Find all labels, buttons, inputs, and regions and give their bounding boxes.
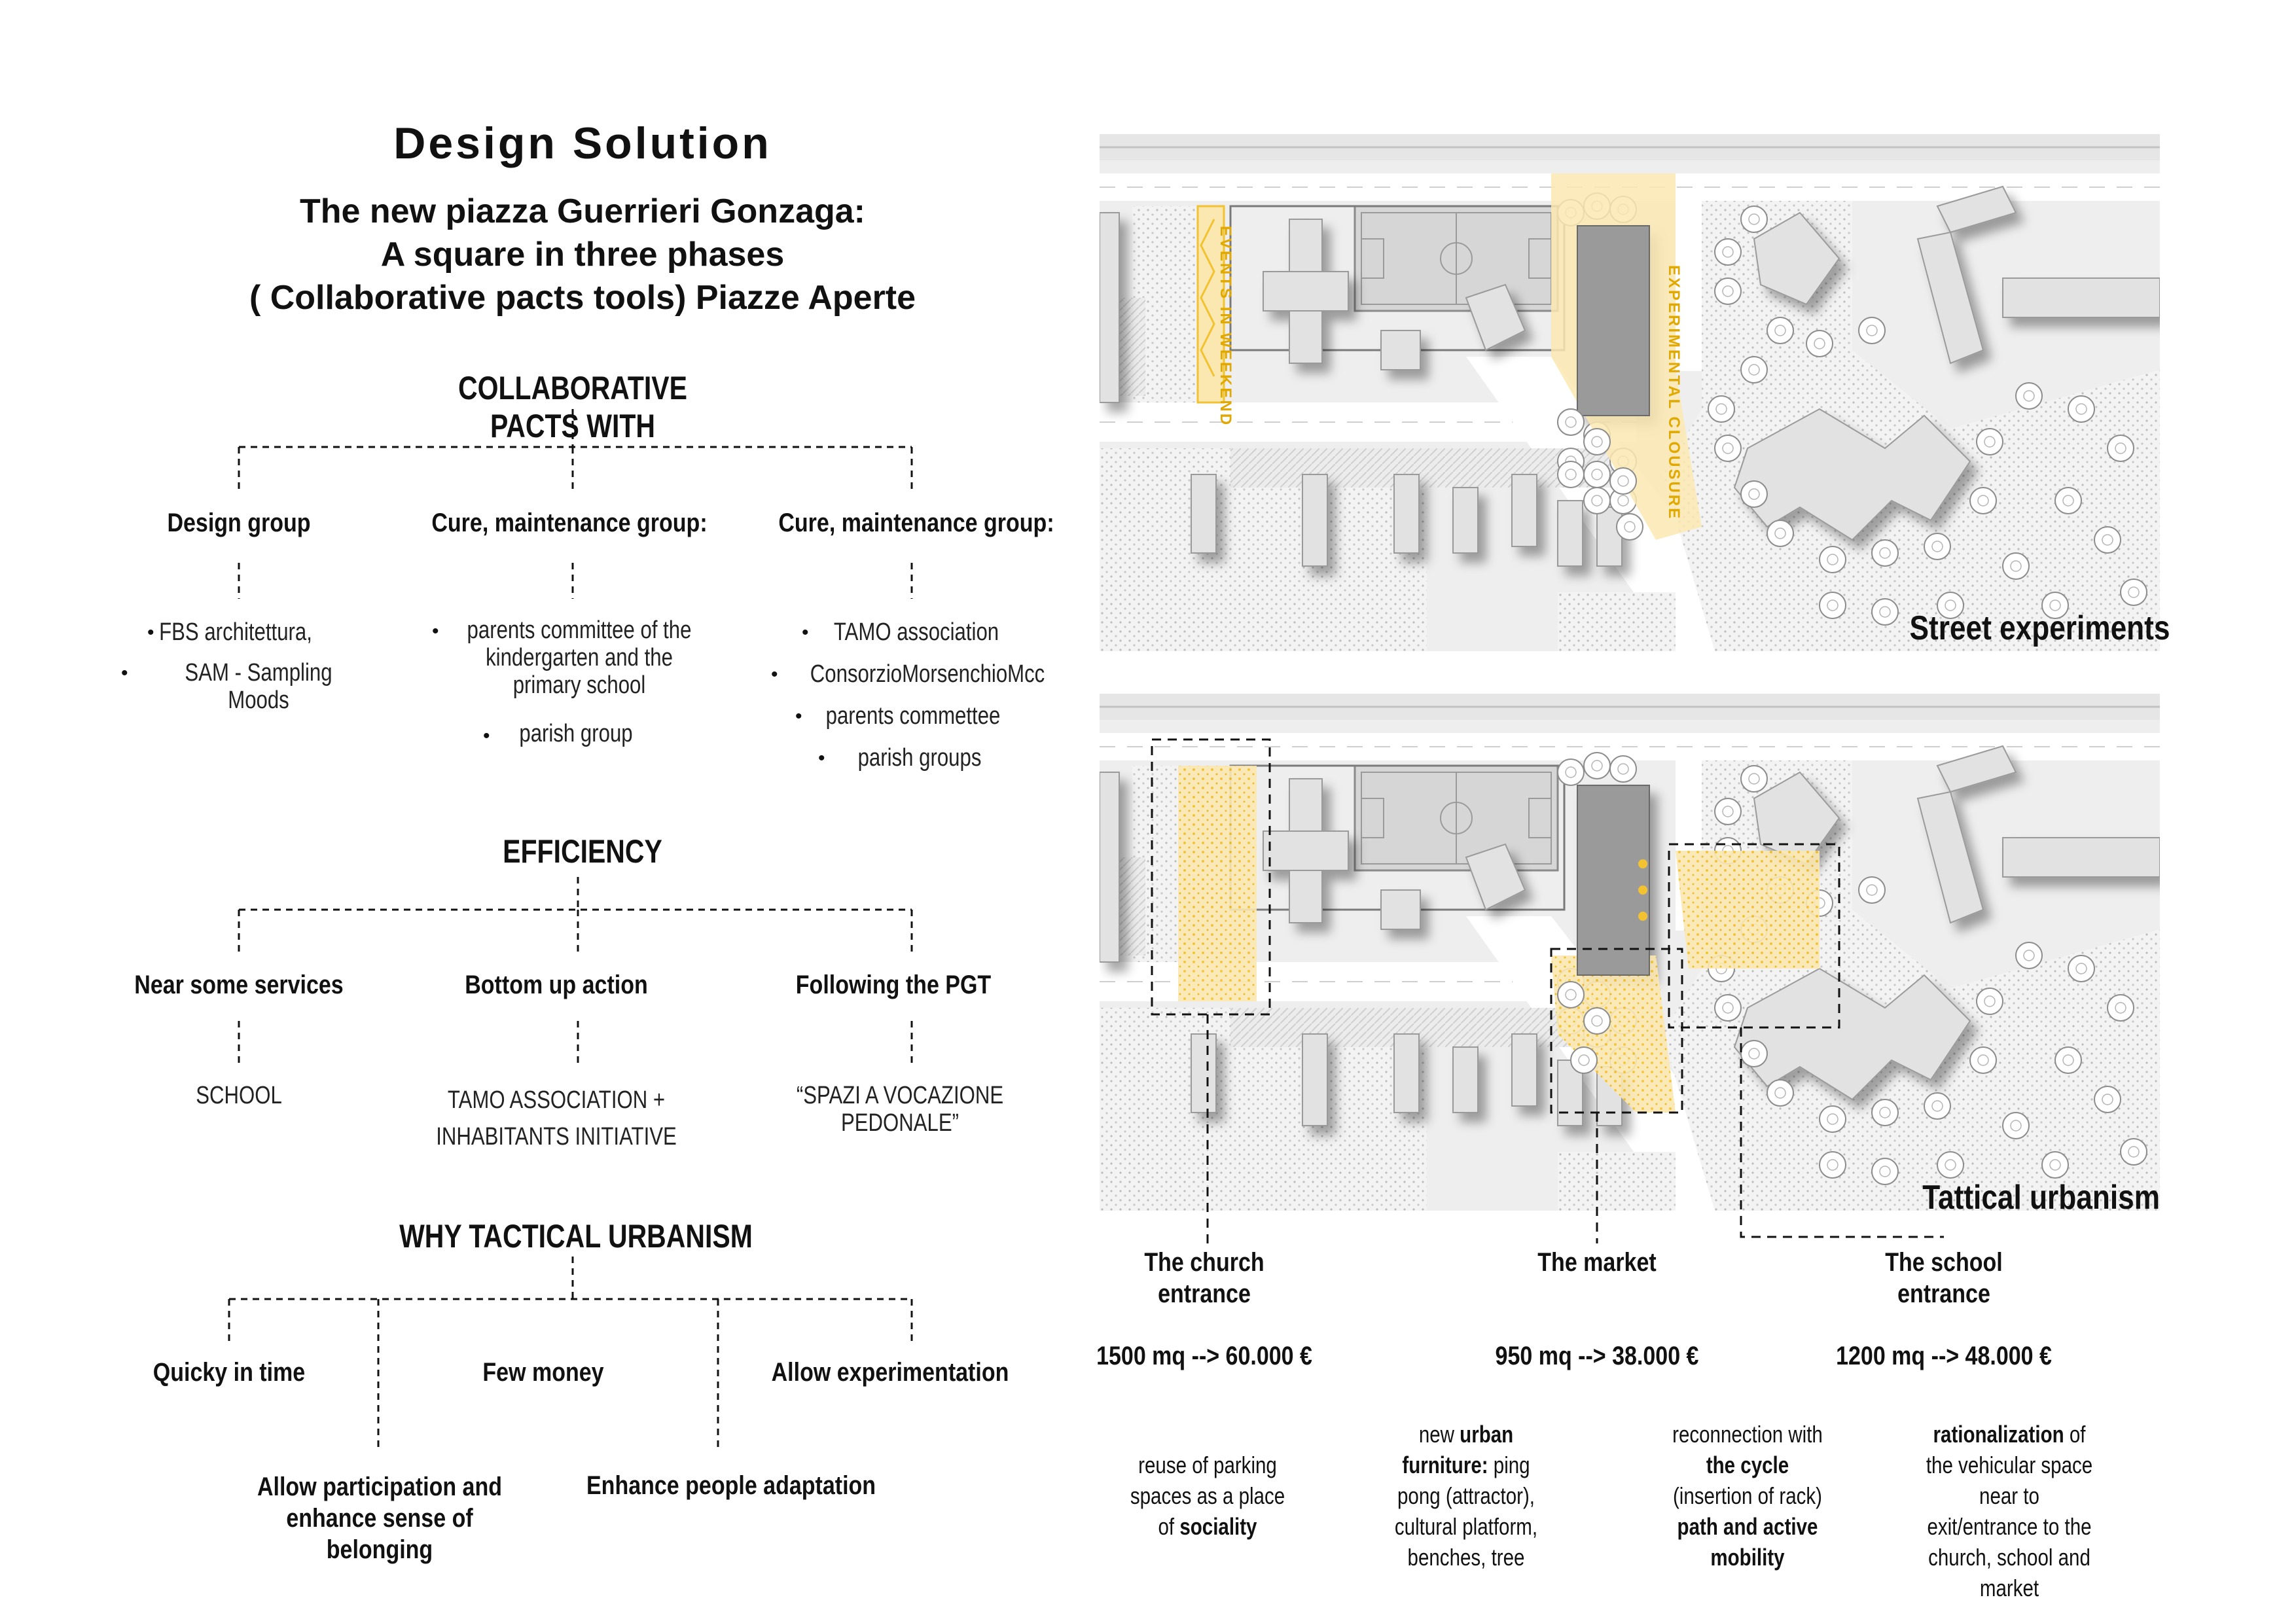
bullet: •	[147, 622, 154, 643]
subtitle-line-2: A square in three phases	[380, 236, 785, 274]
list-item: FBS architettura,	[159, 618, 312, 646]
zone-church-cost: 1500 mq --> 60.000 €	[1096, 1342, 1312, 1370]
subtitle-line-1: The new piazza Guerrieri Gonzaga:	[300, 192, 865, 230]
tactical-item-adaptation: Enhance people adaptation	[586, 1471, 876, 1500]
page-title: Design Solution	[393, 118, 772, 168]
zone-school-label: The school entrance	[1885, 1248, 2003, 1308]
description-cycle: reconnection with the cycle (insertion of rack) path and active mobility	[1672, 1421, 1823, 1571]
list-item: TAMO association	[833, 618, 999, 646]
collaborative-group-maintenance-2: Cure, maintenance group:	[778, 508, 1054, 537]
efficiency-heading: EFFICIENCY	[503, 833, 662, 870]
tactical-heading: WHY TACTICAL URBANISM	[399, 1218, 753, 1255]
list-item: parents committee of the kindergarten and the primary school	[467, 616, 692, 699]
subtitle-line-3: ( Collaborative pacts tools) Piazze Aperte	[249, 279, 916, 317]
collaborative-heading: COLLABORATIVE PACTS WITH	[457, 370, 688, 444]
list-item: ConsorzioMorsenchioMcc	[810, 660, 1045, 688]
list-item: parents commettee	[825, 702, 1001, 730]
efficiency-group-bottom-up: Bottom up action	[465, 971, 648, 999]
map-street-experiments	[1100, 134, 2170, 651]
bullet: •	[483, 725, 490, 747]
map-label-tactical-urbanism: Tattical urbanism	[1922, 1179, 2160, 1217]
efficiency-group-services: Near some services	[134, 971, 344, 999]
tactical-item-participation: Allow participation and enhance sense of belonging	[257, 1472, 503, 1564]
list-item: parish group	[519, 720, 633, 747]
zone-market-label: The market	[1537, 1248, 1657, 1277]
tactical-item-money: Few money	[482, 1358, 604, 1387]
zone-school-cost: 1200 mq --> 48.000 €	[1836, 1342, 2052, 1370]
map-tactical-urbanism	[1100, 694, 2160, 1211]
bullet: •	[795, 705, 802, 727]
tactical-item-experimentation: Allow experimentation	[771, 1358, 1009, 1387]
bullet: •	[771, 664, 778, 685]
experimental-closure-tag: EXPERIMENTAL CLOUSURE	[1665, 265, 1683, 521]
efficiency-item-tamo: TAMO ASSOCIATION + INHABITANTS INITIATIVE	[436, 1086, 677, 1150]
efficiency-item-spazi: “SPAZI A VOCAZIONE PEDONALE”	[796, 1082, 1004, 1137]
tactical-item-quick: Quicky in time	[152, 1358, 306, 1387]
bullet: •	[121, 662, 128, 684]
collaborative-group-design: Design group	[167, 508, 311, 537]
list-item: SAM - Sampling Moods	[185, 659, 332, 714]
events-in-weekend-tag: EVENTS IN WEEKEND	[1217, 226, 1234, 427]
description-urban-furniture: new urban furniture: ping pong (attractor), cultural platform, benches, tree	[1394, 1421, 1538, 1571]
zone-market-cost: 950 mq --> 38.000 €	[1495, 1342, 1699, 1370]
map-label-street-experiments: Street experiments	[1909, 609, 2170, 647]
description-rationalization: rationalization of the vehicular space near to exit/entrance to the church, school and market	[1926, 1421, 2093, 1601]
bullet: •	[818, 747, 825, 769]
description-sociality: reuse of parking spaces as a place of sociality	[1130, 1452, 1285, 1540]
bullet: •	[802, 622, 809, 643]
zone-church-label: The church entrance	[1144, 1248, 1265, 1308]
efficiency-group-pgt: Following the PGT	[795, 971, 992, 999]
collaborative-group-maintenance-1: Cure, maintenance group:	[431, 508, 708, 537]
list-item: parish groups	[857, 744, 982, 772]
bullet: •	[432, 620, 439, 642]
efficiency-item-school: SCHOOL	[196, 1082, 282, 1109]
